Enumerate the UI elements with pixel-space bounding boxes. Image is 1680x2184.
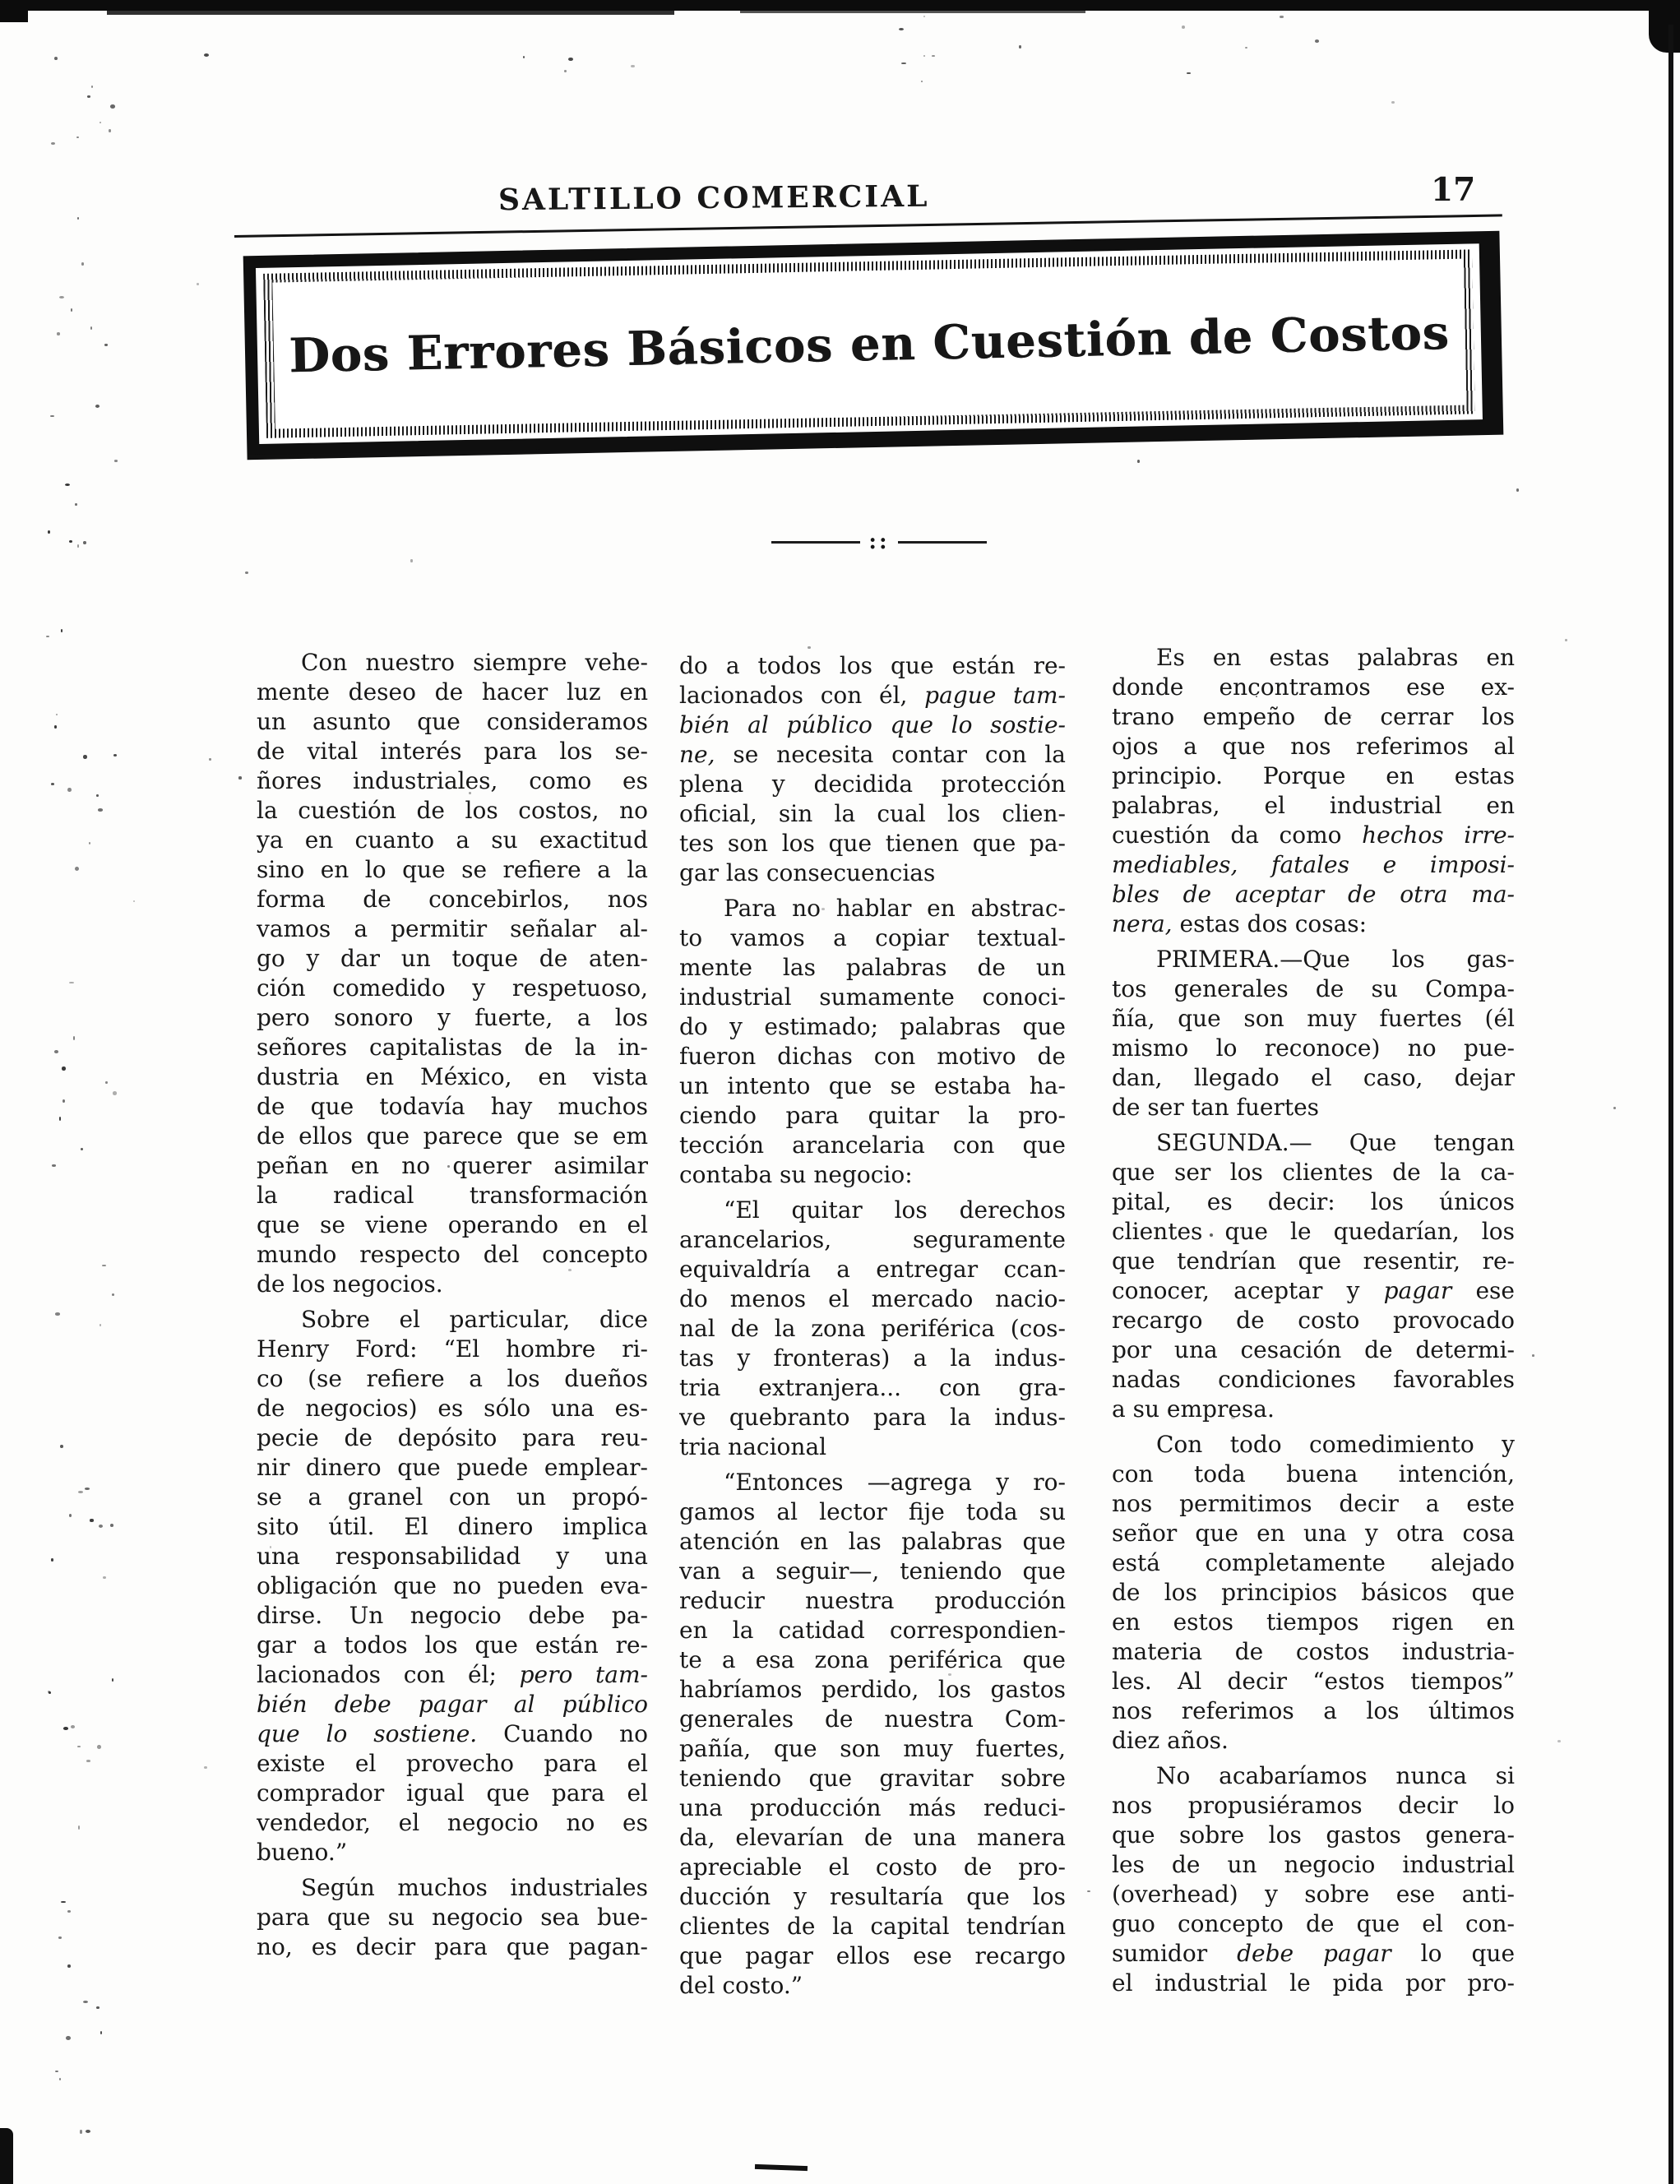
scan-speck <box>109 129 110 132</box>
title-box-ornament-border <box>263 249 1475 437</box>
text-line: existe el provecho para el <box>257 1750 648 1777</box>
article-column-1 <box>257 648 648 1962</box>
scan-speck <box>112 1293 114 1296</box>
text-line: forma de concebirlos, nos <box>257 886 648 913</box>
scan-speck <box>113 1091 117 1094</box>
scan-speck <box>77 1746 81 1747</box>
text-line: comprador igual que para el <box>257 1779 648 1807</box>
paragraph <box>1112 1128 1515 1424</box>
scan-speck <box>80 2130 83 2133</box>
paragraph <box>257 1873 648 1962</box>
text-line: tes son los que tienen que pa- <box>679 830 1066 857</box>
text-line: de los principios básicos que <box>1112 1579 1515 1606</box>
scan-speck <box>86 2130 90 2133</box>
paragraph <box>679 651 1066 888</box>
text-line: sino en lo que se refiere a la <box>257 856 648 883</box>
paragraph <box>679 894 1066 1190</box>
text-line: nos referimos a los últimos <box>1112 1697 1515 1724</box>
scan-speck <box>49 1691 51 1695</box>
text-line: reducir nuestra producción <box>679 1587 1066 1614</box>
text-line: obligación que no pueden eva- <box>257 1572 648 1599</box>
scan-speck <box>96 794 99 797</box>
text-line: to vamos a copiar textual- <box>679 924 1066 951</box>
text-line: de vital interés para los se- <box>257 738 648 765</box>
scan-speck <box>204 1766 207 1770</box>
text-line: Con nuestro siempre vehe- <box>301 649 648 676</box>
scan-speck <box>59 2078 61 2080</box>
paragraph <box>679 1468 1066 2001</box>
scan-speck <box>631 65 635 68</box>
text-line: bles de aceptar de otra ma- <box>1112 881 1515 908</box>
text-line: mismo lo reconoce) no pue- <box>1112 1034 1515 1062</box>
scan-speck <box>77 217 80 220</box>
text-line: van a seguir—, teniendo que <box>679 1557 1066 1585</box>
scan-speck <box>46 636 49 638</box>
scan-speck <box>59 1117 62 1121</box>
scan-speck <box>1315 39 1319 43</box>
scan-speck <box>54 1050 58 1053</box>
scan-speck <box>52 1164 56 1167</box>
text-line: de ellos que parece que se em <box>257 1122 648 1150</box>
scan-speck <box>50 415 54 417</box>
scan-speck <box>1565 639 1567 641</box>
scan-speck <box>83 755 87 759</box>
text-line: a su empresa. <box>1112 1395 1275 1423</box>
text-line: mente deseo de hacer luz en <box>257 678 648 706</box>
scan-speck <box>1137 460 1140 463</box>
scan-speck <box>97 1745 101 1749</box>
text-line: pañía, que son muy fuertes, <box>679 1735 1066 1762</box>
scan-speck <box>1613 1107 1616 1109</box>
text-line: les. Al decir “estos tiempos” <box>1112 1668 1515 1695</box>
scan-speck <box>1391 101 1395 104</box>
text-line: Para no hablar en abstrac- <box>724 895 1066 922</box>
text-line: un asunto que consideramos <box>257 708 648 735</box>
text-line: en la catidad correspondien- <box>679 1617 1066 1644</box>
paragraph <box>1112 643 1515 939</box>
text-line: trano empeño de cerrar los <box>1112 703 1515 730</box>
scan-speck <box>410 559 412 562</box>
text-line: te a esa zona periférica que <box>679 1646 1066 1673</box>
scan-speck <box>55 2071 58 2072</box>
text-line: teniendo que gravitar sobre <box>679 1765 1066 1792</box>
scan-speck <box>90 326 92 330</box>
scan-speck <box>197 283 199 285</box>
text-line: nadas condiciones favorables <box>1112 1366 1515 1393</box>
text-line: está completamente alejado <box>1112 1549 1515 1576</box>
text-line: diez años. <box>1112 1727 1229 1754</box>
text-line: tria nacional <box>679 1433 827 1460</box>
scan-speck <box>1557 1740 1561 1742</box>
text-line: pital, es decir: los únicos <box>1112 1188 1515 1215</box>
text-line: que se viene operando en el <box>257 1211 648 1238</box>
scan-speck <box>71 308 72 311</box>
text-line: equivaldría a entregar ccan- <box>679 1256 1066 1283</box>
text-line: una producción más reduci- <box>679 1794 1066 1821</box>
scan-corner-blob <box>1649 0 1680 53</box>
scan-speck <box>899 28 904 30</box>
text-line: mediables, fatales e imposi- <box>1112 851 1515 878</box>
text-line: bién debe pagar al público <box>257 1691 648 1718</box>
article-title: Dos Errores Básicos en Cuestión de Costos <box>288 304 1451 383</box>
text-line: tección arancelaria con que <box>679 1131 1066 1159</box>
text-line: lacionados con él, pague tam- <box>679 682 1066 709</box>
text-line: que sobre los gastos genera- <box>1112 1821 1515 1849</box>
text-line: ñía, que son muy fuertes (él <box>1112 1005 1515 1032</box>
scan-speck <box>100 122 101 123</box>
text-line: plena y decidida protección <box>679 770 1066 798</box>
text-line: peñan en no querer asimilar <box>257 1152 648 1179</box>
text-line: señores capitalistas de la in- <box>257 1034 648 1061</box>
scan-speck <box>61 629 62 632</box>
scan-speck <box>51 783 54 785</box>
text-line: nal de la zona periférica (cos- <box>679 1315 1066 1342</box>
text-line: gar a todos los que están re- <box>257 1631 648 1659</box>
text-line: ojos a que nos referimos al <box>1112 733 1515 760</box>
scan-speck <box>77 544 80 548</box>
scan-speck <box>89 842 90 844</box>
text-line: clientes de la capital tendrían <box>679 1913 1066 1940</box>
text-line: pecie de depósito para reu- <box>257 1424 648 1451</box>
scan-speck <box>923 55 925 58</box>
scan-corner-blob <box>0 0 28 22</box>
text-line: “Entonces —agrega y ro- <box>724 1469 1066 1496</box>
scan-speck <box>1019 45 1021 48</box>
article-column-2 <box>679 651 1066 2001</box>
scan-speck <box>90 1519 94 1521</box>
scan-speck <box>55 1312 59 1315</box>
text-line: do a todos los que están re- <box>679 652 1066 679</box>
scan-speck <box>204 53 209 57</box>
text-line: ñores industriales, como es <box>257 767 648 794</box>
scan-speck <box>62 1099 65 1104</box>
scan-speck <box>113 754 117 757</box>
scan-speck <box>83 541 86 544</box>
text-line: palabras, el industrial en <box>1112 792 1515 819</box>
scan-speck <box>808 646 810 649</box>
text-line: nir dinero que puede emplear- <box>257 1454 648 1481</box>
scan-speck <box>102 1265 107 1266</box>
text-line: industrial sumamente conoci- <box>679 983 1066 1011</box>
text-line: do y estimado; palabras que <box>679 1013 1066 1040</box>
scan-speck <box>96 2006 100 2009</box>
text-line: do menos el mercado nacio- <box>679 1285 1066 1312</box>
section-divider: :: <box>771 531 987 553</box>
scan-speck <box>1182 25 1185 29</box>
scan-speck <box>1087 1890 1091 1893</box>
scan-speck <box>67 1964 71 1968</box>
scan-speck <box>48 530 50 534</box>
text-line: que tendrían que resentir, re- <box>1112 1247 1515 1275</box>
text-line: de que todavía hay muchos <box>257 1093 648 1120</box>
scan-speck <box>85 1488 90 1490</box>
paragraph <box>257 1305 648 1867</box>
scan-speck <box>112 1678 113 1682</box>
text-line: clientes que le quedarían, los <box>1112 1218 1515 1245</box>
paragraph <box>257 648 648 1299</box>
text-line: go y dar un toque de aten- <box>257 945 648 972</box>
scan-speck <box>103 1576 106 1580</box>
scan-top-edge-smudge <box>107 10 674 15</box>
text-line: conocer, aceptar y pagar ese <box>1112 1277 1515 1304</box>
scan-speck <box>58 1936 62 1939</box>
text-line: no, es decir para que pagan- <box>257 1933 648 1960</box>
text-line: tos generales de su Compa- <box>1112 975 1515 1002</box>
scan-top-edge-smudge <box>740 10 1085 13</box>
text-line: bién al público que lo sostie- <box>679 711 1066 738</box>
text-line: bueno.” <box>257 1839 348 1866</box>
text-line: Es en estas palabras en <box>1156 644 1515 671</box>
scan-speck <box>81 262 84 266</box>
text-line: la radical transformación <box>257 1182 648 1209</box>
text-line: con toda buena intención, <box>1112 1460 1515 1488</box>
text-line: Según muchos industriales <box>301 1874 648 1901</box>
scan-speck <box>66 2036 71 2040</box>
publication-masthead: SALTILLO COMERCIAL <box>498 178 930 218</box>
scan-corner-blob <box>0 2128 13 2184</box>
text-line: dan, llegado el caso, dejar <box>1112 1064 1515 1091</box>
scan-speck <box>1532 1354 1534 1357</box>
text-line: generales de nuestra Com- <box>679 1705 1066 1733</box>
text-line: Con todo comedimiento y <box>1156 1431 1515 1458</box>
scan-right-edge-line <box>1668 25 1673 2184</box>
paragraph <box>1112 945 1515 1122</box>
text-line: co (se refiere a los dueños <box>257 1365 648 1392</box>
scan-speck <box>54 57 58 60</box>
scan-speck <box>1187 72 1190 75</box>
text-line: ve quebranto para la indus- <box>679 1404 1066 1431</box>
scan-speck <box>95 405 100 408</box>
text-line: se a granel con un propó- <box>257 1483 648 1511</box>
divider-line <box>771 541 860 544</box>
scan-speck <box>60 1445 63 1448</box>
scan-speck <box>133 900 135 902</box>
scan-speck <box>110 1524 114 1527</box>
text-line: para que su negocio sea bue- <box>257 1904 648 1931</box>
scan-speck <box>86 1760 91 1762</box>
text-line: atención en las palabras que <box>679 1528 1066 1555</box>
scan-speck <box>83 2001 88 2003</box>
text-line: sumidor debe pagar lo que <box>1112 1940 1515 1967</box>
text-line: la cuestión de los costos, no <box>257 797 648 824</box>
text-line: de ser tan fuertes <box>1112 1094 1320 1121</box>
scan-speck <box>104 344 109 346</box>
paragraph <box>1112 1430 1515 1756</box>
text-line: vamos a permitir señalar al- <box>257 915 648 942</box>
scan-speck <box>932 55 934 57</box>
scan-speck <box>105 1081 108 1084</box>
scan-speck <box>51 1558 54 1561</box>
text-line: pero sonoro y fuerte, a los <box>257 1004 648 1031</box>
scan-speck <box>63 1727 68 1730</box>
text-line: mente las palabras de un <box>679 954 1066 981</box>
text-line: que lo sostiene. Cuando no <box>257 1720 648 1747</box>
text-line: No acabaríamos nunca si <box>1156 1762 1515 1789</box>
scan-speck <box>56 714 58 716</box>
text-line: señor que en una y otra cosa <box>1112 1520 1515 1547</box>
scan-speck <box>1245 47 1247 49</box>
scan-speck <box>901 62 905 64</box>
text-line: (overhead) y sobre ese anti- <box>1112 1881 1515 1908</box>
scan-speck <box>67 1910 72 1913</box>
paragraph <box>679 1196 1066 1462</box>
scan-bottom-mark <box>755 2164 808 2171</box>
text-line: nos permitimos decir a este <box>1112 1490 1515 1517</box>
text-line: tria extranjera... con gra- <box>679 1374 1066 1401</box>
text-line: da, elevarían de una manera <box>679 1824 1066 1851</box>
scan-speck <box>99 1525 103 1528</box>
text-line: SEGUNDA.— Que tengan <box>1156 1129 1515 1156</box>
scan-speck <box>75 867 79 871</box>
text-line: dirse. Un negocio debe pa- <box>257 1602 648 1629</box>
text-line: ción comedido y respetuoso, <box>257 974 648 1002</box>
text-line: principio. Porque en estas <box>1112 762 1515 789</box>
text-line: que pagar ellos ese recargo <box>679 1942 1066 1969</box>
text-line: arancelarios, seguramente <box>679 1226 1066 1253</box>
text-line: PRIMERA.—Que los gas- <box>1156 946 1515 973</box>
paragraph <box>1112 1761 1515 1998</box>
scan-speck <box>114 460 118 462</box>
text-line: del costo.” <box>679 1972 803 1999</box>
text-line: por una cesación de determi- <box>1112 1336 1515 1363</box>
text-line: les de un negocio industrial <box>1112 1851 1515 1878</box>
text-line: ne, se necesita contar con la <box>679 741 1066 768</box>
scan-speck <box>78 1491 83 1493</box>
text-line: nos propusiéramos decir lo <box>1112 1792 1515 1819</box>
scan-speck <box>54 725 58 729</box>
text-line: sito útil. El dinero implica <box>257 1513 648 1540</box>
title-box-core <box>272 259 1465 429</box>
scan-speck <box>57 332 61 335</box>
scan-speck <box>98 808 103 811</box>
scan-speck <box>564 70 567 73</box>
text-line: nera, estas dos cosas: <box>1112 910 1368 937</box>
text-line: que ser los clientes de la ca- <box>1112 1159 1515 1186</box>
text-line: de los negocios. <box>257 1270 443 1298</box>
text-line: fueron dichas con motivo de <box>679 1043 1066 1070</box>
text-line: dustria en México, en vista <box>257 1063 648 1090</box>
text-line: de negocios) es sólo una es- <box>257 1395 648 1422</box>
scan-speck <box>69 982 74 983</box>
text-line: cuestión da como hechos irre- <box>1112 821 1515 849</box>
scan-speck <box>523 56 525 58</box>
scan-speck <box>73 1036 75 1040</box>
text-line: Henry Ford: “El hombre ri- <box>257 1335 648 1363</box>
text-line: ciendo para quitar la pro- <box>679 1102 1066 1129</box>
scan-speck <box>921 81 923 82</box>
scan-speck <box>100 1324 101 1326</box>
scan-speck <box>568 58 573 61</box>
article-title-box <box>243 231 1504 460</box>
scan-speck <box>78 1825 80 1829</box>
scan-speck <box>91 86 93 88</box>
text-line: mundo respecto del concepto <box>257 1241 648 1268</box>
scan-speck <box>65 484 70 486</box>
scan-speck <box>209 758 211 761</box>
text-line: apreciable el costo de pro- <box>679 1853 1066 1881</box>
scan-speck <box>1280 16 1283 19</box>
scan-speck <box>59 296 64 298</box>
text-line: gamos al lector fije toda su <box>679 1498 1066 1525</box>
text-line: donde encontramos ese ex- <box>1112 673 1515 701</box>
text-line: el industrial le pida por pro- <box>1112 1969 1515 1997</box>
text-line: un intento que se estaba ha- <box>679 1072 1066 1099</box>
scan-speck <box>87 95 90 98</box>
divider-line <box>898 541 987 544</box>
text-line: Sobre el particular, dice <box>301 1306 648 1333</box>
page-number: 17 <box>1431 171 1476 209</box>
scan-speck <box>75 503 77 506</box>
scan-speck <box>61 1901 66 1903</box>
text-line: materia de costos industria- <box>1112 1638 1515 1665</box>
scan-speck <box>62 1067 65 1070</box>
text-line: una responsabilidad y una <box>257 1543 648 1570</box>
article-column-3 <box>1112 643 1515 1998</box>
scan-speck <box>67 788 71 792</box>
scan-speck <box>76 136 79 138</box>
text-line: guo concepto de que el con- <box>1112 1910 1515 1937</box>
scan-speck <box>69 1514 72 1517</box>
text-line: “El quitar los derechos <box>724 1196 1066 1224</box>
text-line: ducción y resultaría que los <box>679 1883 1066 1910</box>
scan-speck <box>81 1148 83 1150</box>
scan-speck <box>238 776 243 779</box>
scan-speck <box>110 104 115 108</box>
scan-speck <box>100 2031 103 2035</box>
scan-speck <box>51 142 55 145</box>
text-line: en estos tiempos rigen en <box>1112 1608 1515 1636</box>
scan-speck <box>71 1725 75 1728</box>
text-line: gar las consecuencias <box>679 859 936 886</box>
text-line: vendedor, el negocio no es <box>257 1809 648 1836</box>
text-line: tas y fronteras) a la indus- <box>679 1344 1066 1372</box>
text-line: contaba su negocio: <box>679 1161 913 1188</box>
text-line: oficial, sin la cual los clien- <box>679 800 1066 827</box>
scan-speck <box>69 540 72 543</box>
scan-speck <box>923 16 925 18</box>
scan-speck <box>245 571 248 574</box>
text-line: habríamos perdido, los gastos <box>679 1676 1066 1703</box>
scan-speck <box>1516 488 1520 492</box>
text-line: lacionados con él; pero tam- <box>257 1661 648 1688</box>
text-line: ya en cuanto a su exactitud <box>257 826 648 854</box>
title-box-outer-frame <box>243 231 1504 460</box>
text-line: recargo de costo provocado <box>1112 1307 1515 1334</box>
